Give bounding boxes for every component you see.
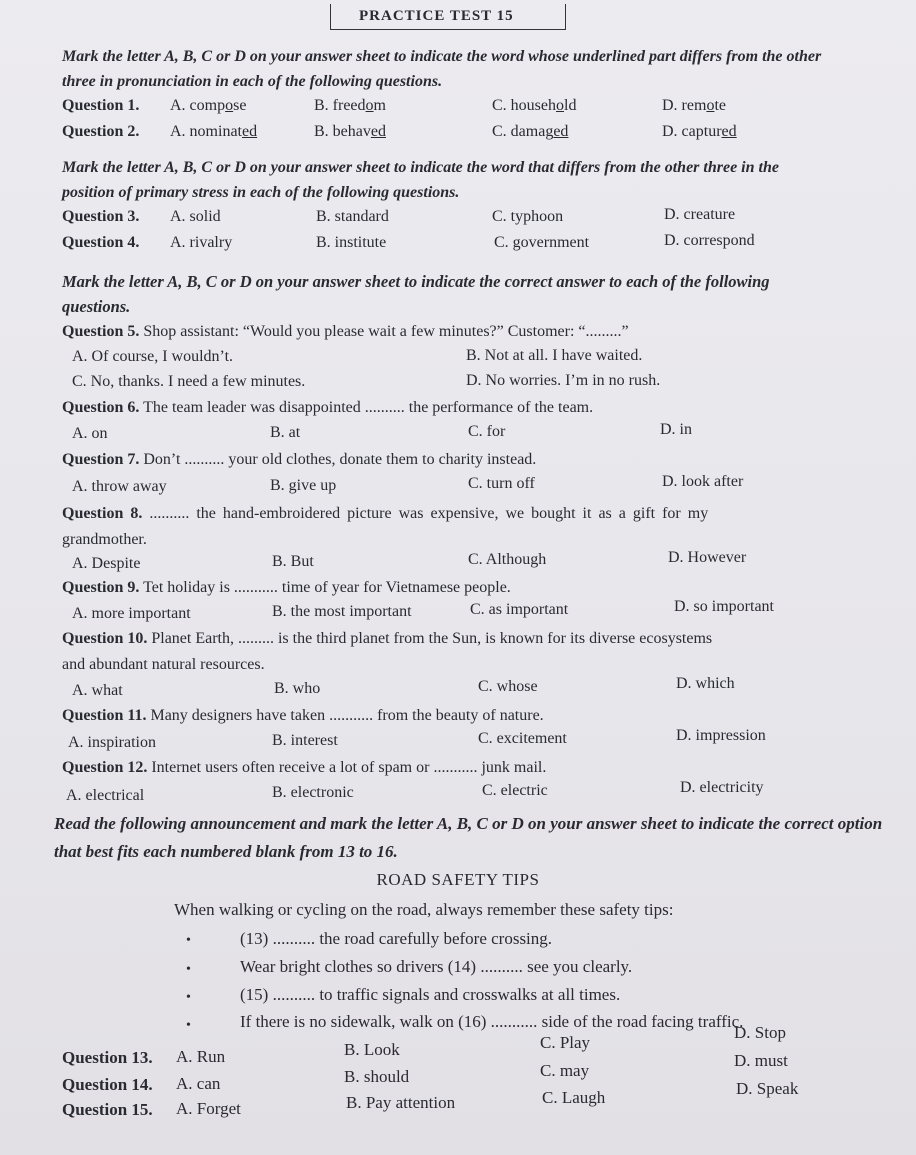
question-stem: Shop assistant: “Would you please wait a few minutes?” Customer: “.........” — [143, 323, 629, 340]
question-13 — [62, 1048, 153, 1068]
q8-option-d: D. However — [668, 549, 747, 566]
q8-stem-continued: grandmother. — [62, 531, 147, 548]
question-label: Question 13. — [62, 1048, 153, 1067]
question-7 — [62, 450, 536, 470]
q13-option-d: D. Stop — [734, 1023, 786, 1042]
reading-instruction: Read the following announcement and mark the letter A, B, C or D on your answer sheet to indicate the correct option that best fits each numbered blank from 13 to 16. — [54, 814, 883, 861]
q8-option-b: B. But — [272, 553, 314, 570]
question-12 — [62, 758, 546, 778]
q3-option-c: C. typhoon — [492, 208, 564, 225]
question-label: Question 9. — [62, 579, 140, 596]
question-10 — [62, 629, 712, 649]
question-11 — [62, 706, 544, 726]
question-stem: Planet Earth, ......... is the third planet from the Sun, is known for its diverse ecosystems — [151, 630, 713, 647]
question-label: Question 12. — [62, 759, 148, 776]
q10-option-c: C. whose — [478, 678, 538, 695]
question-15 — [62, 1100, 153, 1120]
question-14 — [62, 1075, 153, 1095]
correct-answer-instruction: Mark the letter A, B, C or D on your answer sheet to indicate the correct answer to each of the following questions. — [62, 272, 770, 316]
question-4 — [62, 233, 139, 253]
q8-option-a: A. Despite — [72, 555, 141, 572]
q4-option-b: B. institute — [316, 234, 387, 251]
q9-option-b: B. the most important — [272, 603, 412, 620]
q9-option-d: D. so important — [674, 598, 774, 615]
question-stem: Tet holiday is ........... time of year for Vietnamese people. — [143, 579, 511, 596]
q13-option-a: A. Run — [176, 1047, 226, 1066]
q3-option-d: D. creature — [664, 206, 736, 223]
q14-option-a: A. can — [176, 1074, 221, 1093]
bullet-mark: • — [186, 962, 191, 977]
q11-option-d: D. impression — [676, 727, 766, 744]
q4-option-c: C. government — [494, 234, 590, 251]
q5-option-c: C. No, thanks. I need a few minutes. — [72, 373, 306, 390]
question-label: Question 10. — [62, 630, 148, 647]
q8-option-c: C. Although — [468, 551, 547, 568]
q9-option-c: C. as important — [470, 601, 569, 618]
q5-option-d: D. No worries. I’m in no rush. — [466, 372, 661, 389]
q5-option-b: B. Not at all. I have waited. — [466, 347, 643, 364]
question-label: Question 2. — [62, 123, 140, 140]
bullet-mark: • — [186, 990, 191, 1005]
q11-option-a: A. inspiration — [68, 734, 156, 751]
question-label: Question 1. — [62, 97, 140, 114]
question-stem: Don’t .......... your old clothes, donate them to charity instead. — [143, 451, 537, 468]
question-label: Question 8. — [62, 505, 143, 522]
q3-option-a: A. solid — [170, 208, 221, 225]
question-2 — [62, 122, 139, 142]
q13-option-c: C. Play — [540, 1033, 591, 1052]
q15-option-c: C. Laugh — [542, 1088, 606, 1107]
question-6 — [62, 398, 593, 418]
bullet-mark: • — [186, 1018, 191, 1033]
question-stem: The team leader was disappointed .......... the performance of the team. — [143, 399, 594, 416]
question-stem: Internet users often receive a lot of spam or ........... junk mail. — [151, 759, 547, 776]
q7-option-b: B. give up — [270, 477, 337, 494]
q12-option-c: C. electric — [482, 782, 548, 799]
q1-option-d: D. remote — [662, 97, 726, 114]
q5-option-a: A. Of course, I wouldn’t. — [72, 348, 234, 365]
stress-instruction: Mark the letter A, B, C or D on your answer sheet to indicate the word that differs from the other three in the position of primary stress in each of the following questions. — [62, 159, 779, 201]
question-stem: Many designers have taken ........... from the beauty of nature. — [150, 707, 544, 724]
q14-option-d: D. must — [734, 1051, 788, 1070]
bullet-mark: • — [186, 933, 191, 948]
test-title: PRACTICE TEST 15 — [330, 4, 566, 30]
question-label: Question 5. — [62, 323, 140, 340]
bullet-16: If there is no sidewalk, walk on (16) ........... side of the road facing traffic. — [240, 1012, 744, 1031]
q12-option-a: A. electrical — [66, 787, 145, 804]
q2-option-b: B. behaved — [314, 123, 386, 140]
bullet-15: (15) .......... to traffic signals and crosswalks at all times. — [240, 985, 621, 1004]
q7-option-a: A. throw away — [72, 478, 167, 495]
q14-option-b: B. should — [344, 1067, 410, 1086]
q10-option-a: A. what — [72, 682, 123, 699]
q3-option-b: B. standard — [316, 208, 389, 225]
question-3 — [62, 207, 139, 227]
q10-option-d: D. which — [676, 675, 735, 692]
q15-option-a: A. Forget — [176, 1099, 241, 1118]
question-1 — [62, 96, 139, 116]
q6-option-a: A. on — [72, 425, 108, 442]
bullet-14: Wear bright clothes so drivers (14) .......... see you clearly. — [240, 957, 633, 976]
question-label: Question 4. — [62, 234, 140, 251]
q10-stem-continued: and abundant natural resources. — [62, 656, 265, 673]
question-5 — [62, 322, 629, 342]
q15-option-b: B. Pay attention — [346, 1093, 456, 1112]
pronunciation-instruction: Mark the letter A, B, C or D on your answer sheet to indicate the word whose underlined part differs from the other three in pronunciation in each of the following questions. — [62, 48, 822, 90]
q11-option-b: B. interest — [272, 732, 338, 749]
q10-option-b: B. who — [274, 680, 321, 697]
q12-option-b: B. electronic — [272, 784, 354, 801]
q13-option-b: B. Look — [344, 1040, 400, 1059]
q1-option-b: B. freedom — [314, 97, 386, 114]
announcement-intro: When walking or cycling on the road, always remember these safety tips: — [174, 900, 674, 919]
q2-option-c: C. damaged — [492, 123, 569, 140]
q6-option-c: C. for — [468, 423, 506, 440]
q6-option-b: B. at — [270, 424, 301, 441]
q2-option-d: D. captured — [662, 123, 737, 140]
question-label: Question 6. — [62, 399, 140, 416]
question-stem: .......... the hand-embroidered picture was expensive, we bought it as a gift for my — [149, 505, 709, 522]
announcement-title: ROAD SAFETY TIPS — [376, 870, 540, 889]
q12-option-d: D. electricity — [680, 779, 764, 796]
question-label: Question 3. — [62, 208, 140, 225]
q6-option-d: D. in — [660, 421, 692, 438]
q2-option-a: A. nominated — [170, 123, 258, 140]
question-label: Question 11. — [62, 707, 147, 724]
q14-option-c: C. may — [540, 1061, 590, 1080]
q4-option-a: A. rivalry — [170, 234, 233, 251]
q7-option-c: C. turn off — [468, 475, 535, 492]
q11-option-c: C. excitement — [478, 730, 567, 747]
question-9 — [62, 578, 511, 598]
question-label: Question 15. — [62, 1100, 153, 1119]
q9-option-a: A. more important — [72, 605, 191, 622]
bullet-13: (13) .......... the road carefully before crossing. — [240, 929, 553, 948]
q1-option-c: C. household — [492, 97, 577, 114]
q1-option-a: A. compose — [170, 97, 247, 114]
question-8 — [62, 504, 708, 524]
q7-option-d: D. look after — [662, 473, 744, 490]
question-label: Question 7. — [62, 451, 140, 468]
q15-option-d: D. Speak — [736, 1079, 799, 1098]
q4-option-d: D. correspond — [664, 232, 755, 249]
question-label: Question 14. — [62, 1075, 153, 1094]
